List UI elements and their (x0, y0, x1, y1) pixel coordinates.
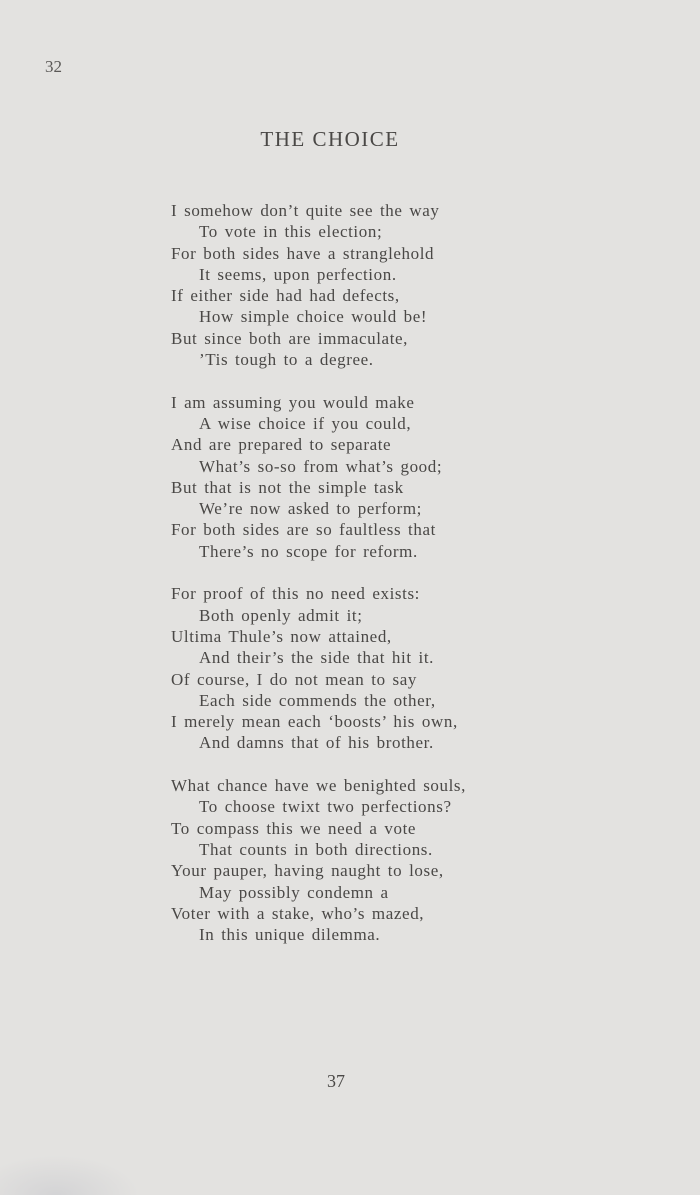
stanza (171, 392, 571, 562)
page-corner-shade (0, 1155, 140, 1195)
poem-line: Voter with a stake, who’s mazed, (171, 903, 425, 923)
poem-line: May possibly condemn a (199, 882, 389, 902)
stanza (171, 200, 571, 370)
poem-line: And their’s the side that hit it. (199, 648, 434, 668)
poem-line: And damns that of his brother. (199, 733, 434, 753)
poem-line: What chance have we benighted souls, (171, 776, 467, 796)
poem-line: If either side had had defects, (171, 286, 400, 306)
poem-line: I am assuming you would make (171, 392, 415, 412)
poem-line: To vote in this election; (199, 222, 383, 242)
poem-line: We’re now asked to perform; (199, 499, 422, 519)
poem-line: And are prepared to separate (171, 435, 392, 455)
poem-line: There’s no scope for reform. (199, 541, 418, 561)
poem-line: For both sides are so faultless that (171, 520, 436, 540)
poem-line: Your pauper, having naught to lose, (171, 861, 444, 881)
poem-title: THE CHOICE (260, 127, 400, 151)
poem-line: Each side commends the other, (199, 690, 436, 710)
poem-line: To compass this we need a vote (171, 818, 417, 838)
folio-page-number: 37 (327, 1071, 345, 1091)
poem-line: But that is not the simple task (171, 477, 404, 497)
poem-line: Ultima Thule’s now attained, (171, 626, 392, 646)
poem-line: To choose twixt two perfections? (199, 797, 452, 817)
poem-line: I somehow don’t quite see the way (171, 201, 440, 220)
poem-line: Of course, I do not mean to say (171, 669, 417, 689)
poem-line: How simple choice would be! (199, 307, 428, 327)
poem-line: That counts in both directions. (199, 839, 433, 859)
poem-line: I merely mean each ‘boosts’ his own, (171, 712, 458, 732)
stanza (171, 583, 571, 753)
poem-line: Both openly admit it; (199, 605, 363, 625)
poem-line: For proof of this no need exists: (171, 584, 420, 604)
poem-line: In this unique dilemma. (199, 925, 381, 945)
poem-body (171, 200, 571, 967)
poem-line: A wise choice if you could, (199, 413, 412, 433)
stanza (171, 775, 571, 945)
running-page-number: 32 (45, 57, 62, 76)
poem-line: What’s so-so from what’s good; (199, 456, 443, 476)
poem-line: For both sides have a stranglehold (171, 243, 435, 263)
poem-line: It seems, upon perfection. (199, 264, 397, 284)
poem-line: ’Tis tough to a degree. (199, 350, 374, 370)
poem-line: But since both are immaculate, (171, 328, 409, 348)
